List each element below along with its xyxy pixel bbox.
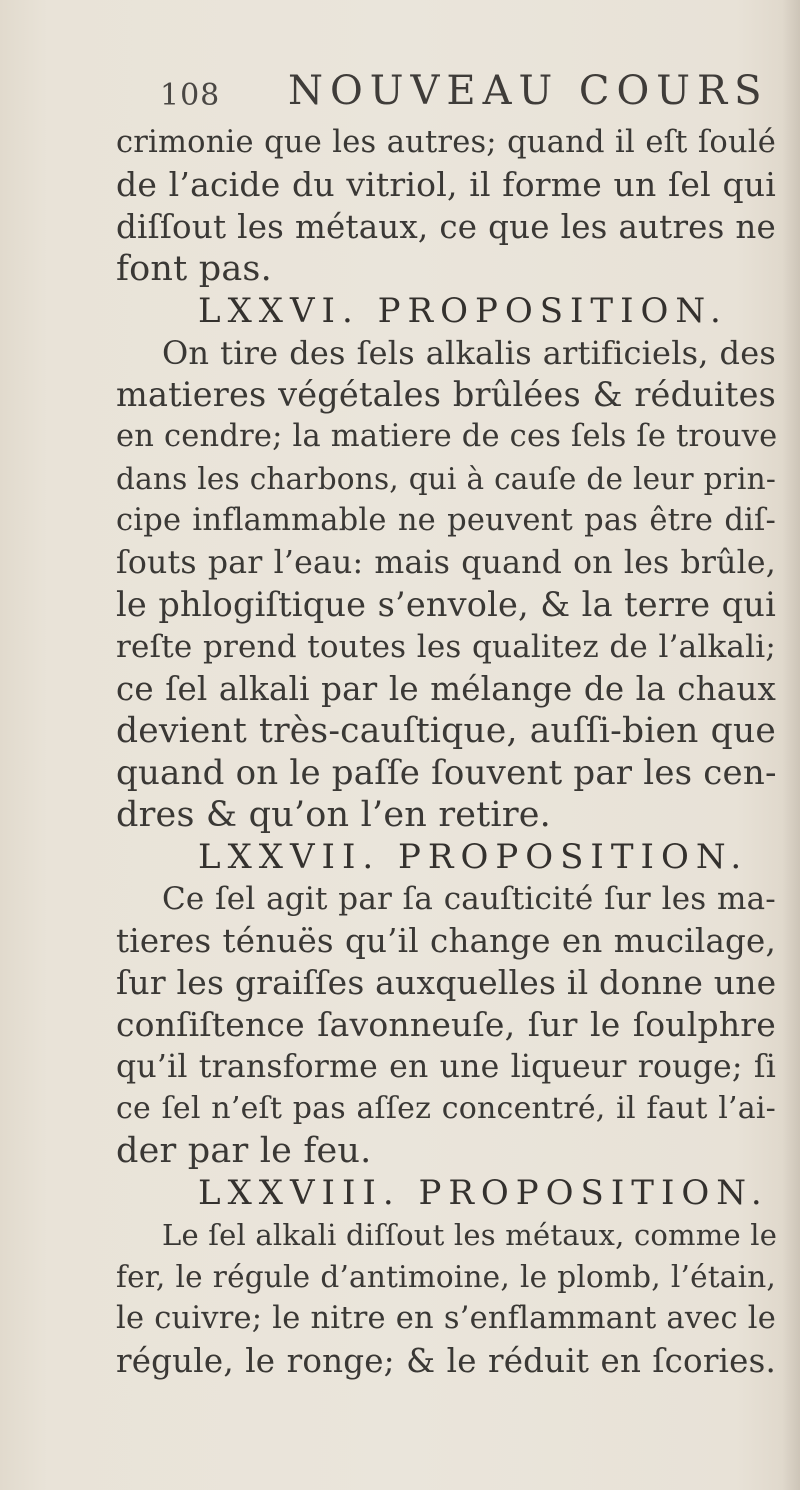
- text-line: devient très-cauſtique, auſſi-bien que: [116, 711, 776, 751]
- text-line: quand on le paſſe ſouvent par les cen-: [116, 753, 777, 793]
- section-heading: LXXVI. PROPOSITION.: [198, 291, 728, 331]
- text-line: font pas.: [116, 249, 272, 289]
- text-line: On tire des ſels alkalis artificiels, des: [162, 334, 776, 372]
- page-edge-shadow: [782, 0, 800, 1490]
- text-line: ſouts par l’eau: mais quand on les brûle,: [116, 545, 776, 581]
- text-line: en cendre; la matiere de ces ſels ſe trouve: [116, 419, 778, 454]
- text-line: le cuivre; le nitre en s’enflammant avec le: [116, 1301, 776, 1336]
- text-line: ce ſel alkali par le mélange de la chaux: [116, 670, 776, 708]
- section-heading: LXXVIII. PROPOSITION.: [198, 1173, 769, 1213]
- text-line: de l’acide du vitriol, il forme un ſel qui: [116, 165, 776, 204]
- running-title: NOUVEAU COURS: [288, 68, 769, 114]
- text-line: der par le feu.: [116, 1131, 372, 1171]
- text-line: cipe inflammable ne peuvent pas être diſ-: [116, 503, 776, 538]
- text-line: ce ſel n’eſt pas aſſez concentré, il faut l’ai-: [116, 1091, 776, 1126]
- text-line: qu’il transforme en une liqueur rouge; ſi: [116, 1049, 776, 1085]
- body-text: [116, 122, 776, 1382]
- text-line: dres & qu’on l’en retire.: [116, 795, 551, 835]
- text-line: reſte prend toutes les qualitez de l’alkali;: [116, 629, 776, 665]
- text-line: diſſout les métaux, ce que les autres ne: [116, 208, 776, 246]
- text-line: le phlogiſtique s’envole, & la terre qui: [116, 585, 776, 624]
- section-heading: LXXVII. PROPOSITION.: [198, 837, 749, 877]
- text-line: Le ſel alkali diſſout les métaux, comme le: [162, 1218, 778, 1252]
- text-line: ſur les graiſſes auxquelles il donne une: [116, 963, 777, 1002]
- text-line: matieres végétales brûlées & réduites: [116, 375, 776, 414]
- page-number: 108: [160, 78, 221, 113]
- text-line: crimonie que les autres; quand il eſt ſoulé: [116, 125, 776, 160]
- text-line: conſiſtence ſavonneuſe, ſur le ſoulphre: [116, 1005, 776, 1044]
- text-line: tieres ténuës qu’il change en mucilage,: [116, 922, 776, 960]
- text-line: dans les charbons, qui à cauſe de leur prin-: [116, 462, 776, 496]
- text-line: fer, le régule d’antimoine, le plomb, l’étain,: [116, 1260, 776, 1294]
- page-header: [108, 68, 769, 118]
- text-line: Ce ſel agit par ſa cauſticité ſur les ma-: [162, 881, 776, 917]
- text-line: régule, le ronge; & le réduit en ſcories.: [116, 1342, 776, 1380]
